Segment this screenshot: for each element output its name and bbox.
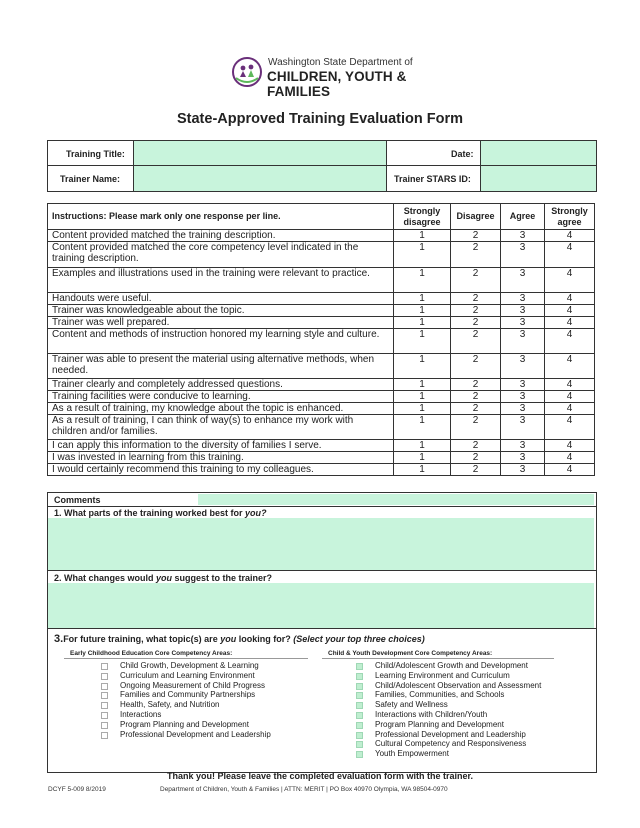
topic-option[interactable] xyxy=(356,671,586,681)
ece-checklist xyxy=(101,661,321,739)
rating-option-4[interactable]: 4 xyxy=(544,268,594,293)
rating-option-3[interactable]: 3 xyxy=(501,452,545,464)
date-field[interactable] xyxy=(481,141,596,165)
evaluation-row xyxy=(48,452,595,464)
rating-option-3[interactable]: 3 xyxy=(501,242,545,268)
rating-option-1[interactable]: 1 xyxy=(394,452,451,464)
rating-option-1[interactable]: 1 xyxy=(394,329,451,354)
question-2: 2. What changes would you suggest to the trainer? xyxy=(54,573,273,583)
evaluation-row xyxy=(48,403,595,415)
statement-text: As a result of training, I can think of way(s) to enhance my work with children and/or families. xyxy=(48,415,394,440)
dcyf-emblem-icon xyxy=(231,56,263,88)
topic-option[interactable] xyxy=(101,661,321,671)
topic-option[interactable] xyxy=(356,681,586,691)
rating-option-2[interactable]: 2 xyxy=(451,305,501,317)
checkbox-icon[interactable] xyxy=(356,673,363,680)
checkbox-icon[interactable] xyxy=(356,732,363,739)
evaluation-row xyxy=(48,317,595,329)
dcyf-logo xyxy=(231,56,415,99)
rating-option-3[interactable]: 3 xyxy=(501,415,545,440)
rating-option-1[interactable]: 1 xyxy=(394,305,451,317)
statement-text: Trainer was well prepared. xyxy=(48,317,394,329)
rating-option-4[interactable]: 4 xyxy=(544,242,594,268)
form-number: DCYF 5-009 8/2019 xyxy=(48,786,106,793)
cyd-checklist xyxy=(356,661,586,759)
col-disagree: Disagree xyxy=(451,204,501,230)
statement-text: Content and methods of instruction honored my learning style and culture. xyxy=(48,329,394,354)
col-strongly-disagree: Strongly disagree xyxy=(394,204,451,230)
rating-option-2[interactable]: 2 xyxy=(451,293,501,305)
checkbox-icon[interactable] xyxy=(101,702,108,709)
stars-id-label: Trainer STARS ID: xyxy=(394,174,471,184)
rating-option-4[interactable]: 4 xyxy=(544,379,594,391)
rating-option-3[interactable]: 3 xyxy=(501,464,545,476)
topic-label: Program Planning and Development xyxy=(120,719,249,729)
checkbox-icon[interactable] xyxy=(356,741,363,748)
rating-option-3[interactable]: 3 xyxy=(501,329,545,354)
rating-option-3[interactable]: 3 xyxy=(501,403,545,415)
checkbox-icon[interactable] xyxy=(356,712,363,719)
checkbox-icon[interactable] xyxy=(356,683,363,690)
rating-option-2[interactable]: 2 xyxy=(451,329,501,354)
rating-option-2[interactable]: 2 xyxy=(451,354,501,379)
rating-option-3[interactable]: 3 xyxy=(501,317,545,329)
evaluation-row xyxy=(48,391,595,403)
rating-option-4[interactable]: 4 xyxy=(544,329,594,354)
rating-option-4[interactable]: 4 xyxy=(544,293,594,305)
rating-option-3[interactable]: 3 xyxy=(501,293,545,305)
topic-option[interactable] xyxy=(101,730,321,740)
checkbox-icon[interactable] xyxy=(356,722,363,729)
col-agree: Agree xyxy=(501,204,545,230)
topic-option[interactable] xyxy=(356,749,586,759)
rating-option-1[interactable]: 1 xyxy=(394,379,451,391)
rating-option-3[interactable]: 3 xyxy=(501,268,545,293)
training-title-field[interactable] xyxy=(134,141,386,165)
rating-option-4[interactable]: 4 xyxy=(544,415,594,440)
statement-text: Trainer was able to present the material using alternative methods, when needed. xyxy=(48,354,394,379)
checkbox-icon[interactable] xyxy=(101,683,108,690)
topic-option[interactable] xyxy=(356,690,586,700)
rating-option-4[interactable]: 4 xyxy=(544,403,594,415)
rating-option-2[interactable]: 2 xyxy=(451,464,501,476)
topic-option[interactable] xyxy=(101,720,321,730)
topic-label: Families and Community Partnerships xyxy=(120,690,256,700)
rating-option-1[interactable]: 1 xyxy=(394,242,451,268)
topic-option[interactable] xyxy=(101,681,321,691)
topic-label: Professional Development and Leadership xyxy=(120,729,271,739)
checkbox-icon[interactable] xyxy=(356,663,363,670)
question-3: 3.For future training, what topic(s) are you looking for? (Select your top three choices) xyxy=(54,633,425,645)
rating-option-2[interactable]: 2 xyxy=(451,403,501,415)
form-title: State-Approved Training Evaluation Form xyxy=(176,111,463,127)
rating-option-3[interactable]: 3 xyxy=(501,440,545,452)
topic-option[interactable] xyxy=(356,661,586,671)
rating-option-2[interactable]: 2 xyxy=(451,452,501,464)
topic-label: Families, Communities, and Schools xyxy=(375,690,505,700)
statement-text: Trainer clearly and completely addressed questions. xyxy=(48,379,394,391)
trainer-name-label: Trainer Name: xyxy=(60,174,121,184)
comments-label: Comments xyxy=(54,495,101,505)
rating-option-2[interactable]: 2 xyxy=(451,415,501,440)
training-title-label: Training Title: xyxy=(66,149,125,159)
statement-text: Handouts were useful. xyxy=(48,293,394,305)
evaluation-row xyxy=(48,305,595,317)
rating-option-1[interactable]: 1 xyxy=(394,464,451,476)
evaluation-row xyxy=(48,464,595,476)
checkbox-icon[interactable] xyxy=(356,702,363,709)
topic-label: Youth Empowerment xyxy=(375,749,449,759)
rating-option-2[interactable]: 2 xyxy=(451,391,501,403)
topic-option[interactable] xyxy=(356,730,586,740)
statement-text: I would certainly recommend this training to my colleagues. xyxy=(48,464,394,476)
topic-option[interactable] xyxy=(101,671,321,681)
topic-option[interactable] xyxy=(356,710,586,720)
checkbox-icon[interactable] xyxy=(356,751,363,758)
stars-id-field[interactable] xyxy=(481,166,596,191)
topic-option[interactable] xyxy=(356,700,586,710)
topic-label: Health, Safety, and Nutrition xyxy=(120,700,220,710)
rating-option-3[interactable]: 3 xyxy=(501,354,545,379)
checkbox-icon[interactable] xyxy=(101,673,108,680)
topic-label: Cultural Competency and Responsiveness xyxy=(375,739,527,749)
checkbox-icon[interactable] xyxy=(101,663,108,670)
evaluation-row xyxy=(48,293,595,305)
checkbox-icon[interactable] xyxy=(101,732,108,739)
rating-option-1[interactable]: 1 xyxy=(394,293,451,305)
statement-text: Examples and illustrations used in the training were relevant to practice. xyxy=(48,268,394,293)
topic-option[interactable] xyxy=(356,720,586,730)
rating-option-1[interactable]: 1 xyxy=(394,415,451,440)
checkbox-icon[interactable] xyxy=(356,692,363,699)
rating-option-4[interactable]: 4 xyxy=(544,391,594,403)
rating-option-3[interactable]: 3 xyxy=(501,391,545,403)
rating-option-4[interactable]: 4 xyxy=(544,317,594,329)
rating-option-2[interactable]: 2 xyxy=(451,317,501,329)
rating-option-1[interactable]: 1 xyxy=(394,403,451,415)
topic-option[interactable] xyxy=(101,690,321,700)
statement-text: Content provided matched the core competency level indicated in the training description. xyxy=(48,242,394,268)
rating-option-4[interactable]: 4 xyxy=(544,230,594,242)
rating-option-1[interactable]: 1 xyxy=(394,230,451,242)
rating-option-2[interactable]: 2 xyxy=(451,268,501,293)
topic-label: Child/Adolescent Observation and Assessment xyxy=(375,680,542,690)
rating-option-1[interactable]: 1 xyxy=(394,268,451,293)
checkbox-icon[interactable] xyxy=(101,722,108,729)
topic-label: Ongoing Measurement of Child Progress xyxy=(120,680,265,690)
evaluation-row xyxy=(48,242,595,268)
rating-option-2[interactable]: 2 xyxy=(451,230,501,242)
statement-text: Training facilities were conducive to learning. xyxy=(48,391,394,403)
topic-label: Curriculum and Learning Environment xyxy=(120,670,255,680)
rating-option-1[interactable]: 1 xyxy=(394,440,451,452)
question-1: 1. What parts of the training worked best for you? xyxy=(54,508,267,518)
topic-label: Professional Development and Leadership xyxy=(375,729,526,739)
statement-text: I was invested in learning from this training. xyxy=(48,452,394,464)
rating-option-4[interactable]: 4 xyxy=(544,354,594,379)
rating-option-3[interactable]: 3 xyxy=(501,305,545,317)
ece-areas-header: Early Childhood Education Core Competency Areas: xyxy=(70,650,233,657)
evaluation-row xyxy=(48,329,595,354)
evaluation-row xyxy=(48,440,595,452)
rating-option-4[interactable]: 4 xyxy=(544,440,594,452)
topic-label: Child/Adolescent Growth and Development xyxy=(375,661,528,670)
topic-label: Safety and Wellness xyxy=(375,700,448,710)
trainer-info-box xyxy=(47,140,597,192)
thank-you-note: Thank you! Please leave the completed evaluation form with the trainer. xyxy=(166,771,474,781)
topic-option[interactable] xyxy=(101,710,321,720)
rating-option-1[interactable]: 1 xyxy=(394,391,451,403)
evaluation-row xyxy=(48,268,595,293)
trainer-name-field[interactable] xyxy=(134,166,386,191)
rating-option-3[interactable]: 3 xyxy=(501,379,545,391)
statement-text: As a result of training, my knowledge about the topic is enhanced. xyxy=(48,403,394,415)
topic-label: Interactions with Children/Youth xyxy=(375,709,488,719)
instructions-header: Instructions: Please mark only one response per line. xyxy=(48,204,394,230)
footer-address: Department of Children, Youth & Families | ATTN: MERIT | PO Box 40970 Olympia, WA 98504-0970 xyxy=(160,786,448,793)
org-line-2: CHILDREN, YOUTH & FAMILIES xyxy=(267,69,407,99)
checkbox-icon[interactable] xyxy=(101,692,108,699)
rating-option-2[interactable]: 2 xyxy=(451,242,501,268)
cyd-areas-header: Child & Youth Development Core Competency Areas: xyxy=(328,650,493,657)
statement-text: Content provided matched the training description. xyxy=(48,230,394,242)
evaluation-row xyxy=(48,415,595,440)
q2-answer-field[interactable] xyxy=(48,583,594,628)
rating-option-4[interactable]: 4 xyxy=(544,452,594,464)
date-label: Date: xyxy=(451,149,474,159)
topic-option[interactable] xyxy=(101,700,321,710)
evaluation-table xyxy=(47,203,595,476)
rating-option-4[interactable]: 4 xyxy=(544,464,594,476)
topic-label: Learning Environment and Curriculum xyxy=(375,670,510,680)
evaluation-row xyxy=(48,379,595,391)
q1-answer-field[interactable] xyxy=(48,518,594,570)
rating-option-3[interactable]: 3 xyxy=(501,230,545,242)
rating-option-1[interactable]: 1 xyxy=(394,317,451,329)
rating-option-1[interactable]: 1 xyxy=(394,354,451,379)
statement-text: I can apply this information to the diversity of families I serve. xyxy=(48,440,394,452)
topic-label: Child Growth, Development & Learning xyxy=(120,661,259,670)
comments-header-band xyxy=(198,494,594,505)
topic-label: Program Planning and Development xyxy=(375,719,504,729)
org-line-1: Washington State Department of xyxy=(268,57,413,68)
topic-label: Interactions xyxy=(120,709,162,719)
rating-option-4[interactable]: 4 xyxy=(544,305,594,317)
statement-text: Trainer was knowledgeable about the topic. xyxy=(48,305,394,317)
col-strongly-agree: Strongly agree xyxy=(544,204,594,230)
evaluation-row xyxy=(48,230,595,242)
rating-option-2[interactable]: 2 xyxy=(451,379,501,391)
checkbox-icon[interactable] xyxy=(101,712,108,719)
topic-option[interactable] xyxy=(356,739,586,749)
comments-section xyxy=(47,492,597,773)
evaluation-row xyxy=(48,354,595,379)
rating-option-2[interactable]: 2 xyxy=(451,440,501,452)
